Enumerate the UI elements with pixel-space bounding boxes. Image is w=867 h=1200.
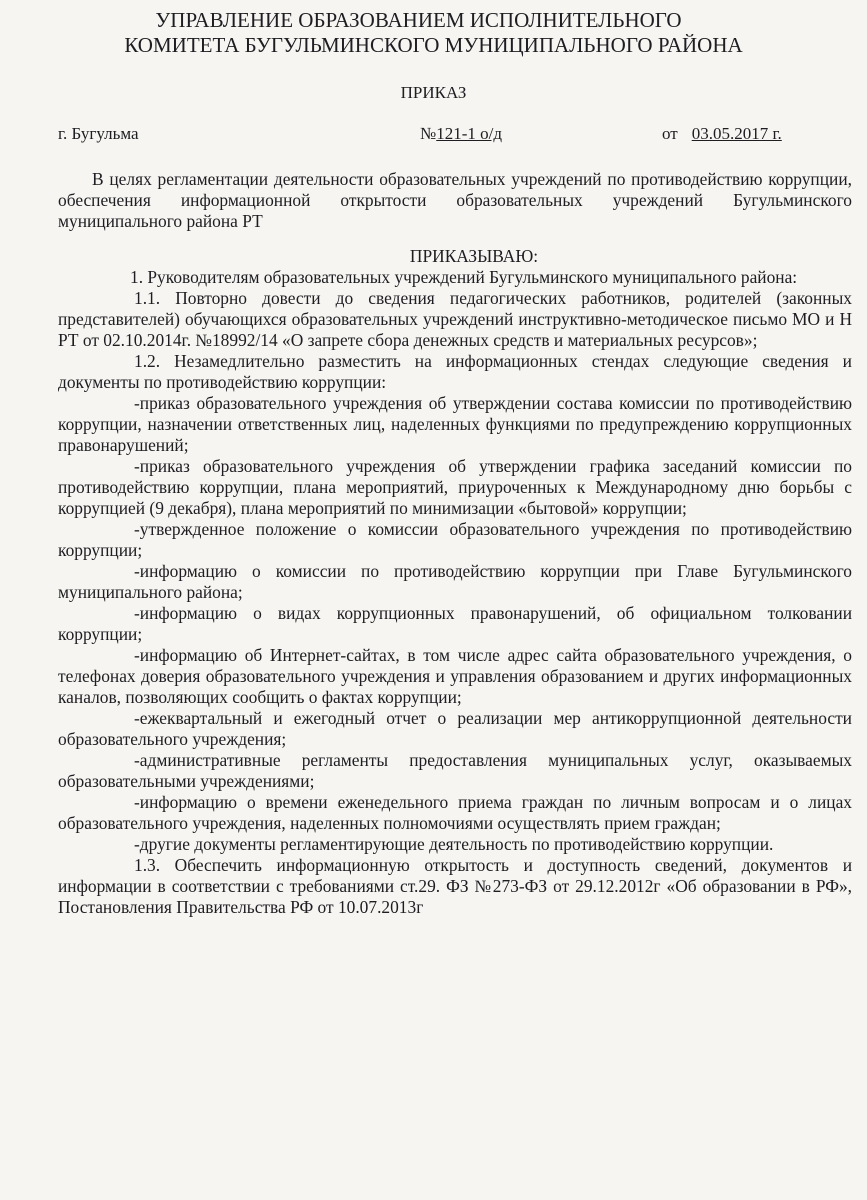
paragraph-1-1: 1.1. Повторно довести до сведения педагогических работников, родителей (законных представителей) обучающихся образовательных учреждений инструктивно-методическое письмо МО и Н РТ от 02.10.2014г. №18992/14 «О запрете сбора денежных средств и материальных ресурсов»; — [58, 288, 852, 350]
order-date-value: 03.05.2017 г. — [691, 124, 782, 143]
list-item: -другие документы регламентирующие деятельность по противодействию коррупции. — [134, 834, 774, 854]
document-title: ПРИКАЗ — [400, 83, 467, 102]
list-item: -ежеквартальный и ежегодный отчет о реализации мер антикоррупционной деятельности образовательного учреждения; — [58, 708, 852, 749]
paragraph-1: 1. Руководителям образовательных учреждений Бугульминского муниципального района: — [130, 267, 798, 287]
list-item: -административные регламенты предоставления муниципальных услуг, оказываемых образовательными учреждениями; — [58, 750, 852, 791]
order-date-label: от — [662, 124, 678, 143]
letterhead — [0, 8, 867, 58]
letterhead-line-2: КОМИТЕТА БУГУЛЬМИНСКОГО МУНИЦИПАЛЬНОГО РАЙОНА — [124, 33, 743, 57]
paragraph-1-3: 1.3. Обеспечить информационную открытость и доступность сведений, документов и информации в соответствии с требованиями ст.29. ФЗ №273-ФЗ от 29.12.2012г «Об образовании в РФ», Постановления Правительства РФ от 10.07.2013г — [58, 855, 852, 917]
document-meta — [58, 124, 828, 146]
list-item: -информацию о видах коррупционных правонарушений, об официальном толковании коррупции; — [58, 603, 852, 644]
command-heading: ПРИКАЗЫВАЮ: — [409, 246, 539, 266]
list-item: -информацию о комиссии по противодействию коррупции при Главе Бугульминского муниципального района; — [58, 561, 852, 602]
order-number-label: № — [420, 124, 437, 143]
list-item: -приказ образовательного учреждения об утверждении графика заседаний комиссии по противодействию коррупции, плана мероприятий, приуроченных к Международному дню борьбы с коррупцией (9 декабря), плана мероприятий по минимизации «бытовой» коррупции; — [58, 456, 852, 518]
list-item: -приказ образовательного учреждения об утверждении состава комиссии по противодействию коррупции, назначении ответственных лиц, наделенных функциями по предупреждению коррупционных правонарушений; — [58, 393, 852, 455]
order-number-value: 121-1 о/д — [436, 124, 503, 143]
preamble: В целях регламентации деятельности образовательных учреждений по противодействию коррупции, обеспечения информационной открытости образовательных учреждений Бугульминского муниципального района РТ — [58, 169, 852, 231]
order-number — [420, 124, 502, 144]
paragraph-1-2: 1.2. Незамедлительно разместить на информационных стендах следующие сведения и документы по противодействию коррупции: — [58, 351, 852, 392]
document-body — [58, 169, 852, 918]
city: г. Бугульма — [58, 124, 139, 143]
list-item: -информацию о времени еженедельного приема граждан по личным вопросам и о лицах образовательного учреждения, наделенных полномочиями осуществлять прием граждан; — [58, 792, 852, 833]
list-item: -утвержденное положение о комиссии образовательного учреждения по противодействию коррупции; — [58, 519, 852, 560]
list-item: -информацию об Интернет-сайтах, в том числе адрес сайта образовательного учреждения, о телефонах доверия образовательного учреждения и управления образованием и других информационных каналов, позволяющих сообщить о фактах коррупции; — [58, 645, 852, 707]
letterhead-line-1: УПРАВЛЕНИЕ ОБРАЗОВАНИЕМ ИСПОЛНИТЕЛЬНОГО — [155, 8, 682, 32]
order-date — [662, 124, 782, 144]
